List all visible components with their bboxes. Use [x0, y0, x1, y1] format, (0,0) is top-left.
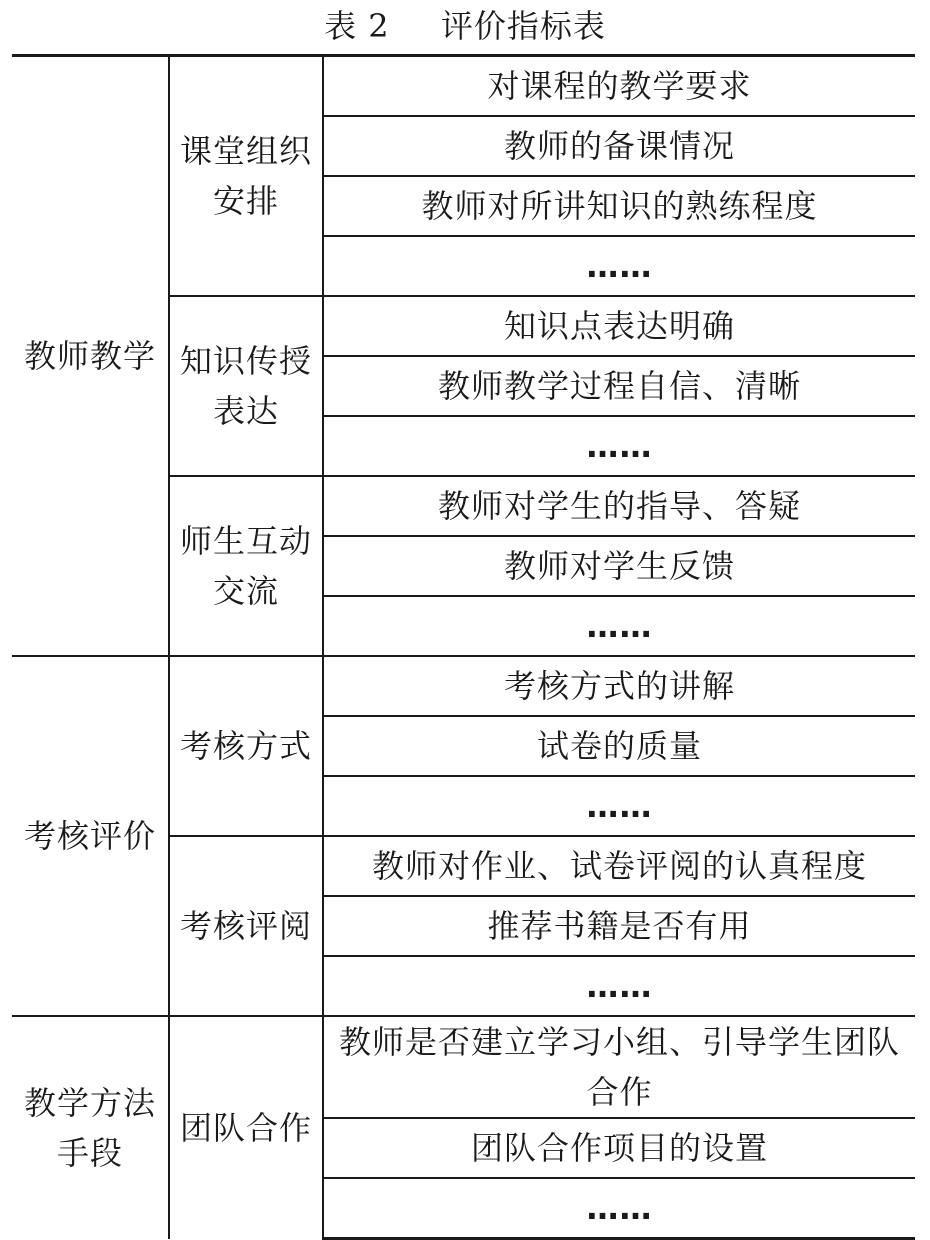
table-name: 评价指标表 — [440, 7, 606, 45]
item-cell: 对课程的教学要求 — [323, 56, 915, 117]
item-cell: 教师对学生反馈 — [323, 536, 915, 596]
category-cell: 考核评价 — [12, 656, 169, 1016]
item-cell: 教师对所讲知识的熟练程度 — [323, 176, 915, 236]
category-cell: 教学方法 手段 — [12, 1016, 169, 1239]
table-row — [12, 656, 915, 716]
item-cell: 教师是否建立学习小组、引导学生团队合作 — [323, 1016, 915, 1118]
ellipsis-cell: …… — [323, 416, 915, 476]
group-cell: 考核方式 — [169, 656, 323, 836]
item-cell: 教师的备课情况 — [323, 116, 915, 176]
item-cell: 试卷的质量 — [323, 716, 915, 776]
group-cell: 团队合作 — [169, 1016, 323, 1239]
item-cell: 推荐书籍是否有用 — [323, 896, 915, 956]
item-cell: 考核方式的讲解 — [323, 656, 915, 716]
item-cell: 知识点表达明确 — [323, 296, 915, 356]
ellipsis-cell: …… — [323, 956, 915, 1016]
table-number: 表 2 — [324, 7, 390, 45]
item-cell: 团队合作项目的设置 — [323, 1118, 915, 1178]
group-cell: 师生互动 交流 — [169, 476, 323, 656]
item-cell: 教师对作业、试卷评阅的认真程度 — [323, 836, 915, 896]
item-cell: 教师教学过程自信、清晰 — [323, 356, 915, 416]
item-cell: 教师对学生的指导、答疑 — [323, 476, 915, 536]
ellipsis-cell: …… — [323, 236, 915, 296]
group-cell: 考核评阅 — [169, 836, 323, 1016]
ellipsis-cell: …… — [323, 596, 915, 656]
group-cell: 知识传授 表达 — [169, 296, 323, 476]
group-cell: 课堂组织 安排 — [169, 56, 323, 297]
table-row — [12, 1016, 915, 1118]
table-row — [12, 56, 915, 117]
table-title — [0, 4, 930, 48]
ellipsis-cell: …… — [323, 1178, 915, 1239]
category-cell: 教师教学 — [12, 56, 169, 657]
evaluation-index-table — [12, 54, 915, 1240]
ellipsis-cell: …… — [323, 776, 915, 836]
